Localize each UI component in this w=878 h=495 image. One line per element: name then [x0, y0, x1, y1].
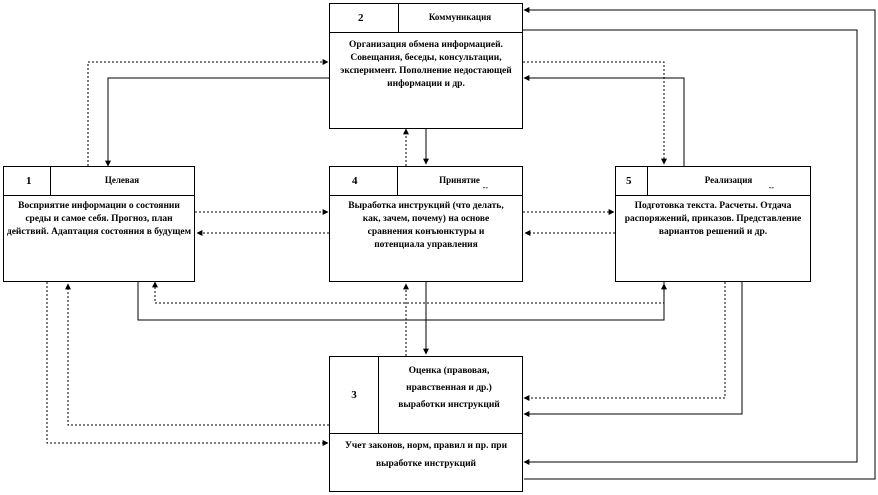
- box-communication: [329, 3, 523, 129]
- box-number: 5: [626, 175, 632, 187]
- header-divider: [378, 357, 379, 433]
- box-number: 4: [352, 175, 358, 187]
- box-target: [3, 166, 195, 282]
- box-header: [616, 167, 810, 196]
- box-title: Принятие: [439, 175, 480, 185]
- arrow-bus-1-to-5: [138, 282, 664, 320]
- arrow-3-to-1: [68, 284, 329, 425]
- arrow-2-to-5: [523, 62, 664, 164]
- box-number: 1: [26, 175, 32, 187]
- box-text: Подготовка текста. Расчеты. Отдача распоряжений, приказов. Представление вариантов решений и др.: [624, 201, 802, 237]
- box-title: Целевая: [104, 175, 140, 185]
- arrow-5-to-3-lower: [524, 282, 742, 414]
- box-implementation: [615, 166, 811, 282]
- box-text: Выработка инструкций (что делать, как, зачем, почему) на основе сравнения конъюнктуры и потенциала управления: [348, 201, 504, 250]
- header-mark: --: [768, 183, 774, 192]
- box-text: Организация обмена информацией. Совещания, беседы, консультации, эксперимент. Пополнение недостающей информации и др.: [340, 40, 512, 89]
- box-text: Учет законов, норм, правил и пр. при выработке инструкций: [344, 441, 508, 469]
- box-header: [4, 167, 194, 196]
- box-title: Реализация: [704, 175, 753, 185]
- arrow-bus-5-to-1: [155, 282, 664, 303]
- box-decision: [329, 166, 523, 282]
- arrow-5-to-3-upper: [524, 282, 725, 398]
- box-text: Восприятие информации о состоянии среды и самое себя. Прогноз, план действий. Адаптация состояния в будущем: [6, 201, 192, 237]
- box-title: Коммуникация: [428, 12, 492, 22]
- arrow-5-to-2: [524, 78, 684, 166]
- arrow-1-to-3: [47, 282, 328, 443]
- box-number: 3: [351, 389, 357, 401]
- arrow-2-to-1: [108, 78, 329, 166]
- box-evaluation: [329, 356, 523, 492]
- box-number: 2: [358, 12, 364, 24]
- box-header: [330, 167, 522, 196]
- box-title: Оценка (правовая, нравственная и др.) выработки инструкций: [398, 366, 500, 410]
- section-divider: [330, 433, 522, 434]
- header-mark: --: [482, 183, 488, 192]
- box-header: [330, 4, 522, 33]
